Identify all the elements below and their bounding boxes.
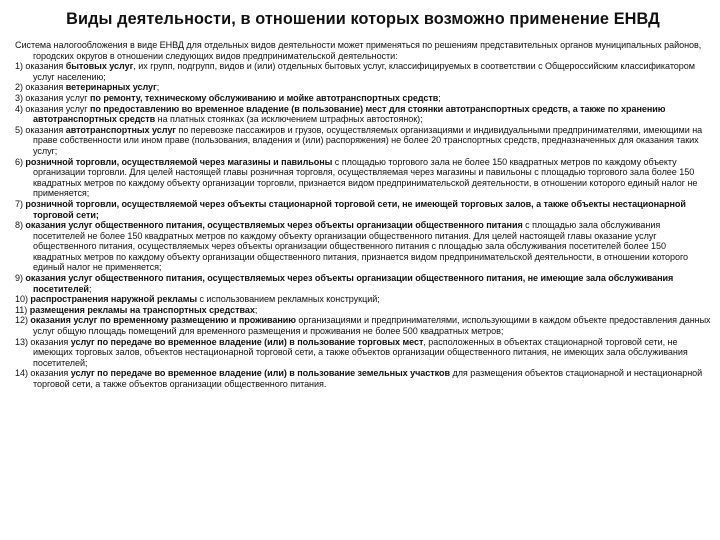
item-text: организациями и предпринимателями, использующими в каждом объекте предоставления данных услуг общую площадь помещений для временного размещения и проживания не более 500 квадратных метров; [33,315,711,337]
item-text: по перевозке пассажиров и грузов, осуществляемых организациями и индивидуальными предпринимателями, имеющими на праве собственности или ином праве (пользования, владения и (или) распоряжения) не более 20 транспортных средств, предназначенных для оказания таких услуг; [33,124,703,156]
item-bold-text: услуг по передаче во временное владение (или) в пользование земельных участков [70,368,450,379]
item-text: ; [88,283,92,294]
item-bold-text: по ремонту, техническому обслуживанию и мойке автотранспортных средств [89,92,439,103]
item-text: для размещения объектов стационарной и нестационарной торговой сети, а также объектов организации общественного питания. [33,368,703,389]
item-bold-text: распространения наружной рекламы [30,294,198,305]
item-bold-text: оказания услуг общественного питания, осуществляемых через объекты организации общественного питания [25,220,523,231]
list-item [15,220,711,273]
item-bold-text: оказания услуг по временному размещению и проживанию [30,315,296,326]
item-text: на платных стоянках (за исключением штрафных автостоянок); [155,114,423,125]
slide-title: Виды деятельности, в отношении которых возможно применение ЕНВД [66,10,660,28]
item-bold-text: бытовых услуг [65,61,134,72]
list-item [15,157,711,199]
item-bold-text: по предоставлению во временное владение (в пользование) мест для стоянки автотранспортных средств, а также по хранению автотранспортных средств [33,103,666,125]
item-text: 2) оказания [15,82,66,93]
slide-body [15,40,711,390]
list-item [15,199,711,220]
item-text: 1) оказания [15,61,66,72]
list-item [15,273,711,294]
list-item [15,93,711,104]
item-text: 14) оказания [15,368,71,379]
list-item [15,294,711,305]
item-bold-text: услуг по передаче во временное владение (или) в пользование торговых мест [70,336,424,347]
item-text: 4) оказания услуг [15,103,90,114]
item-bold-text: автотранспортных услуг [65,124,177,135]
item-bold-text: размещения рекламы на транспортных средствах [29,304,255,315]
item-text: с площадью торгового зала не более 150 квадратных метров по каждому объекту организации торговли. Для целей настоящей главы розничная торговля, осуществляемая через магазины и павильоны с площадью торгового зала более 150 квадратных метров по каждому объекту организации торговли, признается видом предпринимательской деятельности, в отношении которого единый налог не применяется; [33,156,698,199]
list-item [15,368,711,389]
item-bold-text: ветеринарных услуг [65,82,157,93]
list-item [15,337,711,369]
item-text: с площадью зала обслуживания посетителей не более 150 квадратных метров по каждому объекту организации общественного питания. Для целей настоящей главы оказание услуг общественного питания, осуществляемых через объекты организации общественного питания с площадью зала обслуживания посетителей более 150 квадратных метров по каждому объекту организации общественного питания, признается видом предпринимательской деятельности, в отношении которого единый налог не применяется; [33,220,689,273]
item-text: 10) [15,294,31,305]
item-text: 8) [15,220,26,231]
item-text: , расположенных в объектах стационарной торговой сети, не имеющих торговых залов, объектов нестационарной торговой сети, а также объектов организации общественного питания, не имеющих зала обслуживания посетителей; [33,336,688,368]
item-text: ; [156,82,160,93]
item-text: 11) [15,304,30,315]
item-text: 5) оказания [15,124,66,135]
list-item [15,315,711,336]
item-bold-text: оказания услуг общественного питания, осуществляемых через объекты организации общественного питания, не имеющие зала обслуживания посетителей [25,273,674,294]
item-text: 6) [15,156,26,167]
item-text: 13) оказания [15,336,71,347]
item-bold-text: розничной торговли, осуществляемой через магазины и павильоны [25,156,333,167]
item-text: 3) оказания услуг [15,92,90,103]
item-text: , их групп, подгрупп, видов и (или) отдельных бытовых услуг, классифицируемых в соответствии с Общероссийским классификатором услуг населению; [33,61,695,82]
item-text: с использованием рекламных конструкций; [197,294,380,305]
item-text: ; [438,92,441,103]
item-text: 9) [15,273,26,284]
item-text: ; [254,304,258,315]
item-bold-text: розничной торговли, осуществляемой через объекты стационарной торговой сети, не имеющей торговых залов, а также объекты нестационарной торговой сети; [25,198,686,220]
intro-paragraph: Система налогообложения в виде ЕНВД для отдельных видов деятельности может применяться по решениям представительных органов муниципальных районов, городских округов в отношении следующих видов предпринимательской деятельности: [15,40,702,61]
list-item [15,61,711,82]
list-item [15,305,711,316]
list-item [15,104,711,125]
item-text: 12) [15,315,31,326]
list-item [15,125,711,157]
list-item [15,82,711,93]
item-text: 7) [15,198,26,209]
